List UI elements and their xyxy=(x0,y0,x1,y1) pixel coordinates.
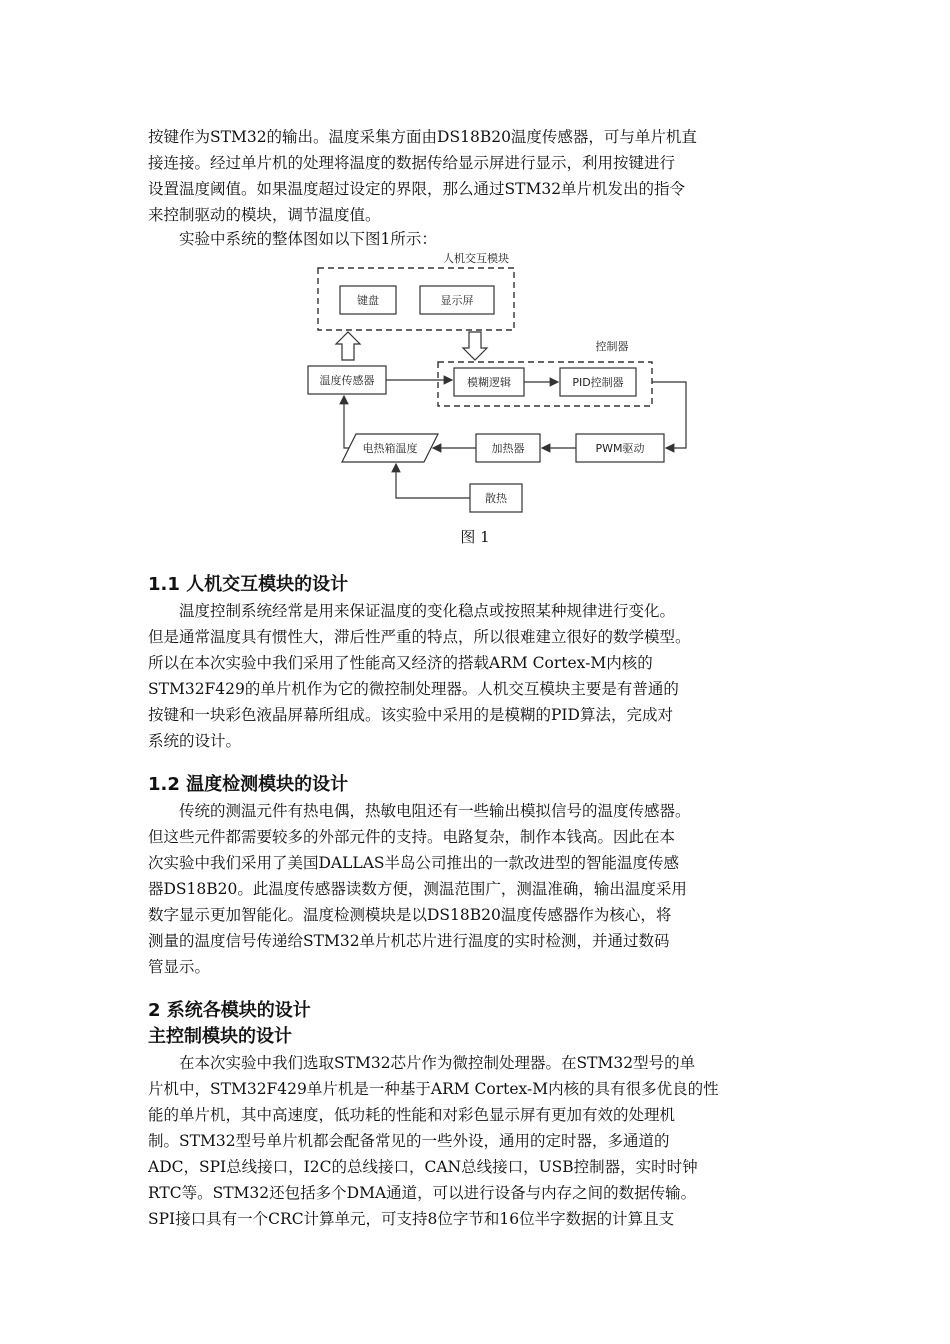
text-line: 系统的设计。 xyxy=(148,732,242,750)
pid-controller-label: PID控制器 xyxy=(572,376,624,389)
text-line: 按键和一块彩色液晶屏幕所组成。该实验中采用的是模糊的PID算法，完成对 xyxy=(148,706,673,724)
text-line: 数字显示更加智能化。温度检测模块是以DS18B20温度传感器作为核心，将 xyxy=(148,906,672,924)
text-line: 所以在本次实验中我们采用了性能高又经济的搭载ARM Cortex-M内核的 xyxy=(148,654,653,672)
text-line: 但这些元件都需要较多的外部元件的支持。电路复杂，制作本钱高。因此在本 xyxy=(148,828,676,846)
text-line: 制。STM32型号单片机都会配备常见的一些外设，通用的定时器，多通道的 xyxy=(148,1132,670,1150)
text-line: 器DS18B20。此温度传感器读数方便，测温范围广，测温准确，输出温度采用 xyxy=(148,880,687,898)
text-line: 按键作为STM32的输出。温度采集方面由DS18B20温度传感器，可与单片机直 xyxy=(148,128,697,146)
hollow-down-arrow xyxy=(463,332,487,360)
section-2-heading: 2 系统各模块的设计 xyxy=(148,1000,311,1021)
keyboard-label: 键盘 xyxy=(357,294,379,307)
text-line: 来控制驱动的模块，调节温度值。 xyxy=(148,206,381,224)
pwm-drive-label: PWM驱动 xyxy=(595,442,645,455)
oven-temp-label: 电热箱温度 xyxy=(362,442,418,455)
arrow-dissipation-to-oven xyxy=(396,464,470,498)
text-line: 但是通常温度具有惯性大，滞后性严重的特点，所以很难建立很好的数学模型。 xyxy=(148,628,691,646)
section-2-subheading: 主控制模块的设计 xyxy=(148,1026,292,1047)
section-1-1-heading: 1.1 人机交互模块的设计 xyxy=(148,574,349,595)
text-line: RTC等。STM32还包括多个DMA通道，可以进行设备与内存之间的数据传输。 xyxy=(148,1184,697,1202)
text-line: SPI接口具有一个CRC计算单元，可支持8位字节和16位半字数据的计算且支 xyxy=(148,1210,675,1228)
text-line: 次实验中我们采用了美国DALLAS半岛公司推出的一款改进型的智能温度传感 xyxy=(148,854,680,872)
system-block-diagram xyxy=(300,248,700,530)
text-line: 在本次实验中我们选取STM32芯片作为微控制处理器。在STM32型号的单 xyxy=(148,1054,696,1072)
text-line: 实验中系统的整体图如以下图1所示： xyxy=(148,230,437,248)
text-line: ADC，SPI总线接口，I2C的总线接口，CAN总线接口，USB控制器，实时时钟 xyxy=(148,1158,698,1176)
controller-label: 控制器 xyxy=(595,340,629,353)
heat-dissipation-label: 散热 xyxy=(485,492,507,505)
display-label: 显示屏 xyxy=(440,294,474,307)
text-line: 测量的温度信号传递给STM32单片机芯片进行温度的实时检测，并通过数码 xyxy=(148,932,670,950)
text-line: 接连接。经过单片机的处理将温度的数据传给显示屏进行显示，利用按键进行 xyxy=(148,154,676,172)
text-line: 能的单片机，其中高速度，低功耗的性能和对彩色显示屏有更加有效的处理机 xyxy=(148,1106,676,1124)
hci-module-label: 人机交互模块 xyxy=(443,252,509,265)
arrow-oven-to-sensor xyxy=(344,396,349,448)
figure-caption: 图 1 xyxy=(460,528,490,546)
heater-label: 加热器 xyxy=(491,442,525,455)
text-line: 设置温度阈值。如果温度超过设定的界限，那么通过STM32单片机发出的指令 xyxy=(148,180,686,198)
section-1-2-heading: 1.2 温度检测模块的设计 xyxy=(148,774,349,795)
temp-sensor-label: 温度传感器 xyxy=(319,374,375,387)
text-line: STM32F429的单片机作为它的微控制处理器。人机交互模块主要是有普通的 xyxy=(148,680,679,698)
hollow-up-arrow xyxy=(336,332,360,360)
text-line: 传统的测温元件有热电偶，热敏电阻还有一些输出模拟信号的温度传感器。 xyxy=(148,802,691,820)
text-line: 管显示。 xyxy=(148,958,211,976)
text-line: 温度控制系统经常是用来保证温度的变化稳点或按照某种规律进行变化。 xyxy=(148,602,676,620)
text-line: 片机中，STM32F429单片机是一种基于ARM Cortex-M内核的具有很多优良的性 xyxy=(148,1080,719,1098)
fuzzy-logic-label: 模糊逻辑 xyxy=(467,376,511,389)
